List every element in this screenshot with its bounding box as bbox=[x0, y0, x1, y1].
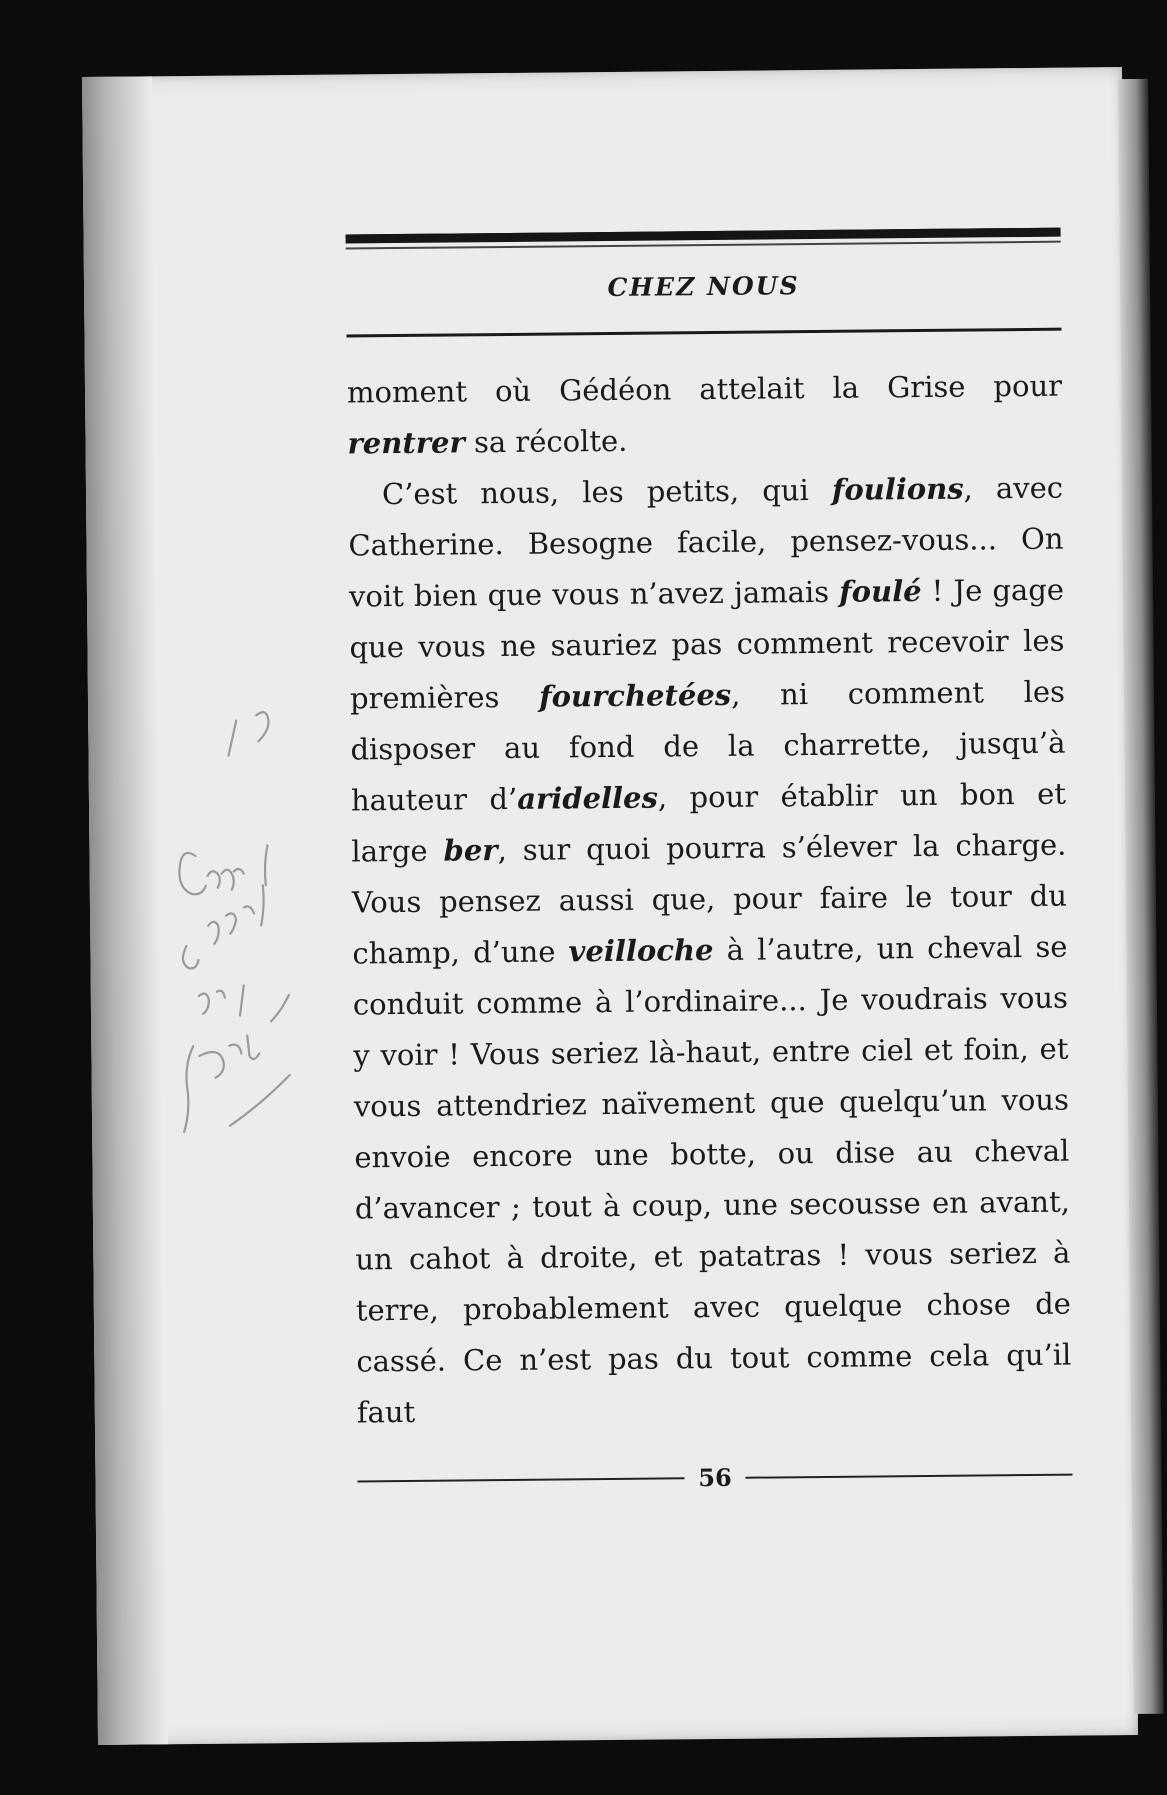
body-text bbox=[347, 361, 1072, 1439]
text-run: moment où Gédéon attelait la Grise pour bbox=[346, 368, 1063, 410]
page-text-block bbox=[346, 228, 1073, 1496]
italic-term: foulions bbox=[831, 471, 964, 507]
text-run: ! Je gage que vous ne sauriez pas comment recevoir les premières bbox=[349, 572, 1065, 716]
paragraph bbox=[348, 463, 1072, 1439]
page-edge bbox=[1118, 79, 1164, 1714]
text-run: , pour établir un bon et large bbox=[351, 776, 1067, 869]
handwritten-pencil-note-icon bbox=[166, 695, 340, 1137]
text-run: à l’autre, un cheval se conduit comme à l’ordinaire... Je voudrais vous y voir ! Vous seriez là-haut, entre ciel et foin, et vous attendriez naïvement que quelqu’un vous envoie encore une botte, ou dise au cheval d’avancer ; tout à coup, une secousse en avant, un cahot à droite, et patatras ! vous seriez à terre, probablement avec quelque chose de cassé. Ce n’est pas du tout comme cela qu’il faut bbox=[352, 929, 1072, 1430]
text-run: , sur quoi pourra s’élever la charge. Vous pensez aussi que, pour faire le tour du champ, d’une bbox=[351, 827, 1068, 971]
text-run: sa récolte. bbox=[464, 423, 628, 460]
italic-term: ber bbox=[443, 833, 498, 868]
text-run: C’est nous, les petits, qui bbox=[381, 472, 833, 512]
italic-term: foulé bbox=[839, 573, 922, 609]
book-page bbox=[82, 67, 1138, 1745]
page-gutter-shadow bbox=[82, 76, 168, 1745]
running-head: CHEZ NOUS bbox=[607, 271, 800, 302]
page-number: 56 bbox=[698, 1462, 732, 1493]
page-number-footer bbox=[357, 1460, 1072, 1496]
text-run: , avec Catherine. Besogne facile, pensez-vous... On voit bien que vous n’avez jamais bbox=[348, 470, 1064, 614]
footer-rule-left bbox=[357, 1477, 684, 1482]
text-run: , ni comment les disposer au fond de la charrette, jusqu’à hauteur d’ bbox=[350, 674, 1066, 818]
paragraph bbox=[347, 361, 1063, 470]
italic-term: rentrer bbox=[347, 425, 465, 461]
footer-rule-right bbox=[746, 1473, 1073, 1478]
italic-term: aridelles bbox=[517, 780, 659, 816]
italic-term: fourchetées bbox=[538, 677, 732, 714]
header-rule-bottom bbox=[347, 328, 1062, 338]
italic-term: veilloche bbox=[568, 933, 714, 969]
